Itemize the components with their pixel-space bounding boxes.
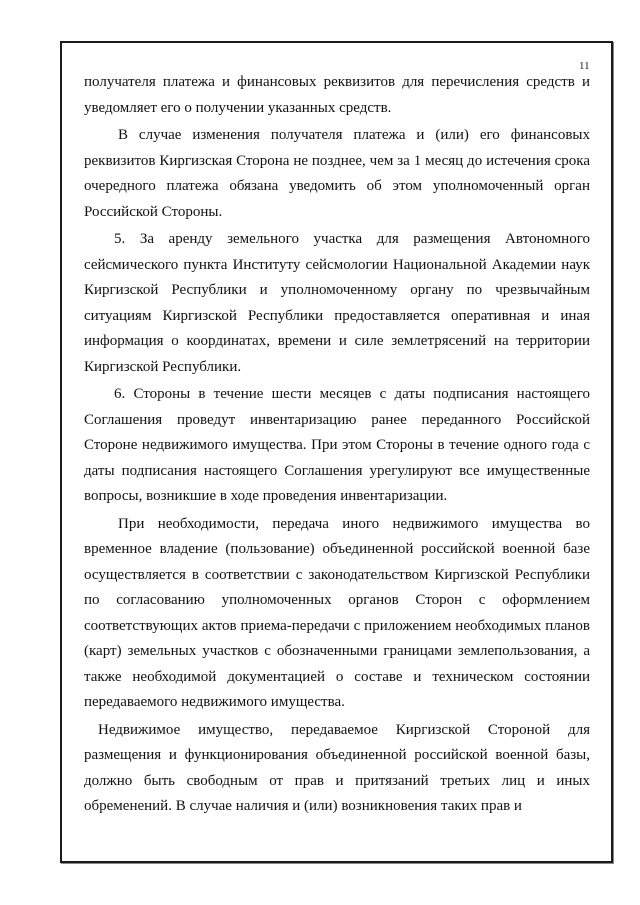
page-number: 11 (579, 60, 590, 72)
paragraph-continuation: получателя платежа и финансовых реквизитов для перечисления средств и уведомляет его о получении указанных средств. (84, 74, 590, 116)
paragraph-transfer-property: При необходимости, передача иного недвижимого имущества во временное владение (пользование) объединенной российской военной базе осуществляется в соответствии с законодательством Киргизской Республики по согласованию уполномоченных органов Сторон с оформлением соответствующих актов приема-передачи с приложением необходимых планов (карт) земельных участков с обозначенными границами землепользования, а также необходимой документацией о составе и техническом состоянии передаваемого недвижимого имущества. (84, 515, 590, 710)
paragraph-real-estate: Недвижимое имущество, передаваемое Киргизской Стороной для размещения и функционирования объединенной российской военной базы, должно быть свободным от прав и притязаний третьих лиц и иных обременений. В случае наличия и (или) возникновения таких прав и (84, 721, 590, 814)
paragraph-item-5: 5. За аренду земельного участка для размещения Автономного сейсмического пункта Институту сейсмологии Национальной Академии наук Киргизской Республики и уполномоченному органу по чрезвычайным ситуациям Киргизской Республики предоставляется оперативная и иная информация о координатах, времени и силе землетрясений на территории Киргизской Республики. (84, 231, 590, 375)
paragraph-item-6: 6. Стороны в течение шести месяцев с даты подписания настоящего Соглашения проведут инвентаризацию ранее переданного Российской Стороне недвижимого имущества. При этом Стороны в течение одного года с даты подписания настоящего Соглашения урегулируют все имущественные вопросы, возникшие в ходе проведения инвентаризации. (84, 386, 590, 504)
document-body (84, 70, 590, 820)
paragraph-payee-change: В случае изменения получателя платежа и (или) его финансовых реквизитов Киргизская Сторона не позднее, чем за 1 месяц до истечения срока очередного платежа обязана уведомить об этом уполномоченный орган Российской Стороны. (84, 127, 590, 220)
